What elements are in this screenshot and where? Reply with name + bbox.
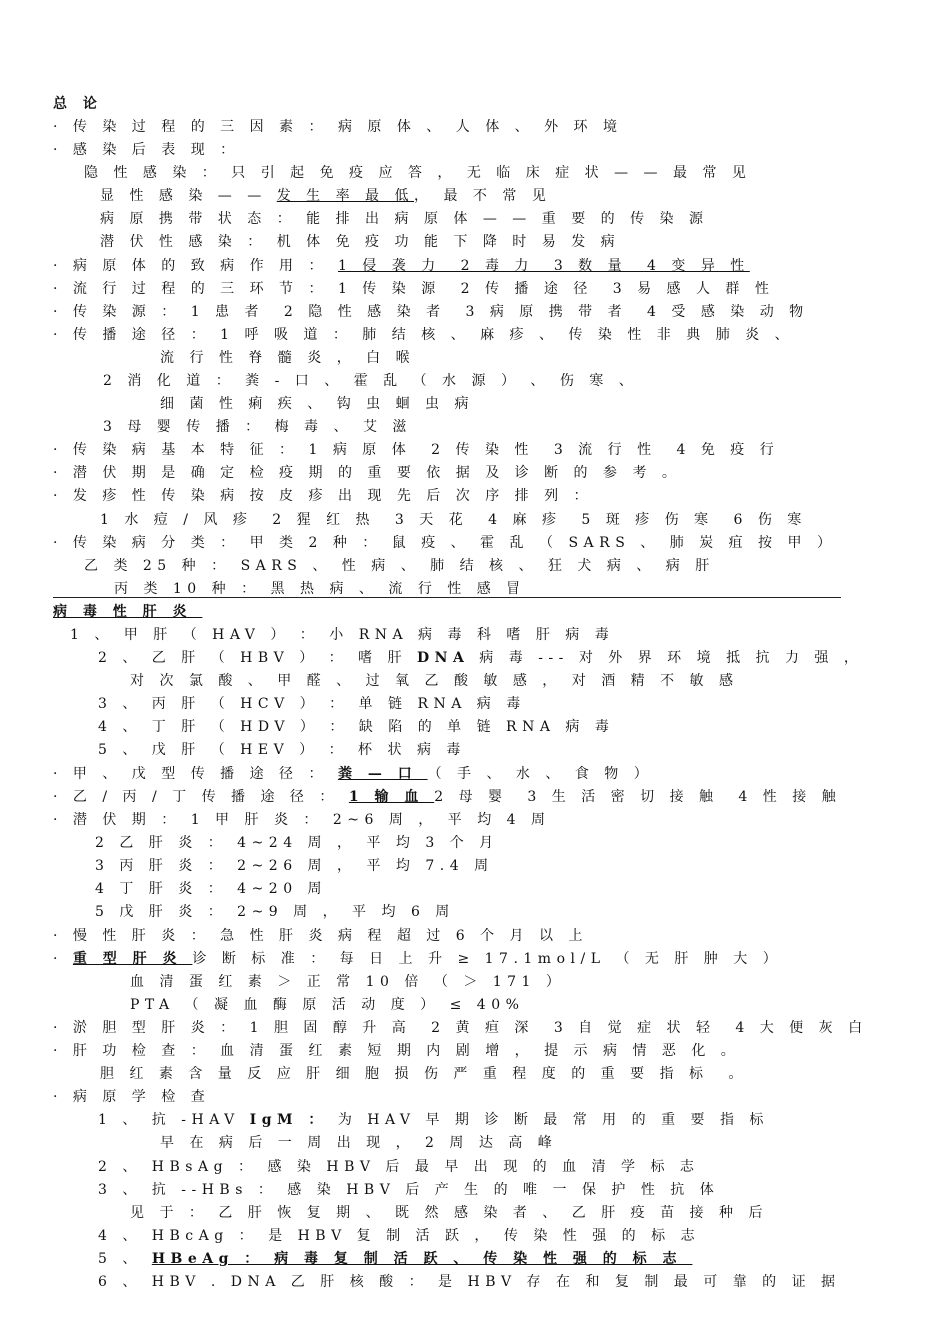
text-line [53,1041,740,1061]
text-segment: · 传 染 源 ： 1 患 者 2 隐 性 感 染 者 3 病 原 携 带 者 4 受 感 染 动 物 [53,304,809,320]
text-segment: 3 、 抗 --HBs ： 感 染 HBV 后 产 生 的 唯 一 保 护 性 抗 体 [98,1182,720,1198]
text-line [98,1157,699,1177]
text-segment: 3 丙 肝 炎 ： 2~26 周 ， 平 均 7.4 周 [95,858,494,874]
text-line [98,1110,769,1130]
text-segment: 流 行 性 脊 髓 炎 ， 白 喉 [160,350,416,366]
text-segment: 1 、 抗 -HAV [98,1112,250,1128]
text-segment: 粪 — 口 [337,766,428,782]
text-segment: PTA （ 凝 血 酶 原 活 动 度 ） ≤ 40% [130,997,525,1013]
text-segment: （ 手 、 水 、 食 物 ） [427,766,654,782]
text-segment: 乙 类 25 种 ： SARS 、 性 病 、 肺 结 核 、 狂 犬 病 、 病 肝 [84,558,715,574]
text-line [53,533,836,553]
text-segment: 丙 类 10 种 ： 黑 热 病 、 流 行 性 感 冒 [114,581,526,597]
text-segment: 诊 断 标 准 ： 每 日 上 升 ≥ 17.1mol/L （ 无 肝 肿 大 ） [192,951,783,967]
text-line [53,440,779,460]
text-line [53,810,551,830]
text-segment: DNA [417,650,470,666]
text-segment: · 感 染 后 表 现 ： [53,142,240,158]
text-segment: · 肝 功 检 查 ： 血 清 蛋 红 素 短 期 内 剧 增 ， 提 示 病 情 恶 化 。 [53,1043,741,1059]
text-segment: · 淤 胆 型 肝 炎 ： 1 胆 固 醇 升 高 2 黄 疸 深 3 自 觉 症 状 轻 4 大 便 灰 白 [53,1020,868,1036]
text-segment: 胆 红 素 含 量 反 应 肝 细 胞 损 伤 严 重 程 度 的 重 要 指 标 。 [100,1066,748,1082]
text-segment: · 传 染 病 基 本 特 征 ： 1 病 原 体 2 传 染 性 3 流 行 性 4 免 疫 行 [53,442,780,458]
text-segment: 1 侵 袭 力 2 毒 力 3 数 量 4 变 异 性 [337,258,750,274]
text-line [53,949,782,969]
text-segment: IgM ： [249,1112,328,1128]
text-line [53,787,841,807]
text-line [53,1018,868,1038]
text-line [98,1272,841,1292]
text-line [100,232,620,252]
text-segment: 2 、 乙 肝 （ HBV ） ： 嗜 肝 [98,650,418,666]
text-line [53,764,653,784]
text-segment: 发 生 率 最 低 [276,188,415,204]
text-segment: · 潜 伏 期 ： 1 甲 肝 炎 ： 2~6 周 ， 平 均 4 周 [53,812,551,828]
text-line [95,902,455,922]
text-segment: · 慢 性 肝 炎 ： 急 性 肝 炎 病 程 超 过 6 个 月 以 上 [53,928,588,944]
text-segment: 1 水 痘 / 风 疹 2 猩 红 热 3 天 花 4 麻 疹 5 斑 疹 伤 寒 6 伤 寒 [100,512,807,528]
text-segment: 血 清 蛋 红 素 ＞ 正 常 10 倍 （ ＞ 171 ） [130,974,566,990]
text-line [84,556,715,576]
text-segment: 病 毒 --- 对 外 界 环 境 抵 抗 力 强 ， [469,650,864,666]
text-segment: HBeAg ： 病 毒 复 制 活 跃 、 传 染 性 强 的 标 志 [151,1251,693,1267]
text-line [98,740,466,760]
text-segment: · 乙 / 丙 / 丁 传 播 途 径 ： [53,789,349,805]
text-line [53,256,750,276]
text-line [53,463,681,483]
text-segment: 总 论 [53,96,103,112]
text-line [98,717,614,737]
text-segment: 4 、 丁 肝 （ HDV ） ： 缺 陷 的 单 链 RNA 病 毒 [98,719,615,735]
text-line [53,602,202,622]
text-line [100,1064,748,1084]
text-segment: 细 菌 性 痢 疾 、 钩 虫 蛔 虫 病 [160,396,475,412]
text-segment: 2 、 HBsAg ： 感 染 HBV 后 最 早 出 现 的 血 清 学 标 志 [98,1159,700,1175]
text-line [53,926,588,946]
text-segment: 4 、 HBcAg ： 是 HBV 复 制 活 跃 ， 传 染 性 强 的 标 志 [98,1228,701,1244]
text-segment: · 病 原 学 检 查 [53,1089,211,1105]
text-line [130,972,565,992]
text-line [100,186,551,206]
text-segment: 为 HAV 早 期 诊 断 最 常 用 的 重 要 指 标 [327,1112,769,1128]
text-line [84,163,751,183]
text-line [53,117,623,137]
text-segment: 病 原 携 带 状 态 ： 能 排 出 病 原 体 — — 重 要 的 传 染 源 [100,211,709,227]
text-line [98,648,863,668]
text-segment: · 甲 、 戊 型 传 播 途 径 ： [53,766,338,782]
text-segment: 3 母 婴 传 播 ： 梅 毒 、 艾 滋 [103,419,412,435]
text-segment: 2 消 化 道 ： 粪 - 口 、 霍 乱 （ 水 源 ） 、 伤 寒 、 [103,373,639,389]
text-segment: 6 、 HBV . DNA 乙 肝 核 酸 ： 是 HBV 存 在 和 复 制 最 可 靠 的 证 据 [98,1274,841,1290]
text-segment: 5 戊 肝 炎 ： 2~9 周 ， 平 均 6 周 [95,904,455,920]
text-line [53,486,593,506]
text-segment: · 流 行 过 程 的 三 环 节 ： 1 传 染 源 2 传 播 途 径 3 易 感 人 群 性 [53,281,775,297]
text-segment: · 传 染 病 分 类 ： 甲 类 2 种 ： 鼠 疫 、 霍 乱 （ SARS 、 肺 炭 疽 按 甲 ） [53,535,837,551]
text-segment: 5 、 戊 肝 （ HEV ） ： 杯 状 病 毒 [98,742,466,758]
text-segment: 见 于 ： 乙 肝 恢 复 期 、 既 然 感 染 者 、 乙 肝 疫 苗 接 种 后 [130,1205,768,1221]
text-segment: 显 性 感 染 — — [100,188,277,204]
text-line [130,995,524,1015]
text-segment: ， 最 不 常 见 [414,188,552,204]
text-line [103,371,638,391]
text-line [53,140,240,160]
text-segment: · 发 疹 性 传 染 病 按 皮 疹 出 现 先 后 次 序 排 列 ： [53,488,594,504]
text-segment: · 传 染 过 程 的 三 因 素 ： 病 原 体 、 人 体 、 外 环 境 [53,119,623,135]
text-line [53,94,102,114]
text-line [53,279,774,299]
text-segment: · 潜 伏 期 是 确 定 检 疫 期 的 重 要 依 据 及 诊 断 的 参 考 。 [53,465,682,481]
text-line [160,348,415,368]
text-line [70,625,614,645]
text-line [103,417,412,437]
text-segment: 5 、 [98,1251,152,1267]
text-segment: · 传 播 途 径 ： 1 呼 吸 道 ： 肺 结 核 、 麻 疹 、 传 染 性 非 典 肺 炎 、 [53,327,795,343]
text-segment: 2 乙 肝 炎 ： 4~24 周 ， 平 均 3 个 月 [95,835,499,851]
text-line [130,671,739,691]
text-segment: 早 在 病 后 一 周 出 现 ， 2 周 达 高 峰 [160,1135,558,1151]
text-line [160,1133,557,1153]
text-segment: 4 丁 肝 炎 ： 4~20 周 [95,881,328,897]
text-segment: 1 输 血 [348,789,435,805]
text-line [53,325,794,345]
text-segment: 病 毒 性 肝 炎 [53,604,203,620]
text-segment: 对 次 氯 酸 、 甲 醛 、 过 氧 乙 酸 敏 感 ， 对 酒 精 不 敏 感 [130,673,739,689]
text-line [100,510,807,530]
text-line [95,833,499,853]
text-line [98,1226,700,1246]
text-segment: 重 型 肝 炎 [72,951,193,967]
text-segment: 潜 伏 性 感 染 ： 机 体 免 疫 功 能 下 降 时 易 发 病 [100,234,621,250]
text-segment: · 病 原 体 的 致 病 作 用 ： [53,258,338,274]
text-line [53,302,809,322]
text-line [98,1180,719,1200]
text-line [98,694,526,714]
text-line [100,209,709,229]
text-line [53,1087,210,1107]
text-line [95,879,327,899]
text-line [95,856,494,876]
text-segment: 1 、 甲 肝 （ HAV ） ： 小 RNA 病 毒 科 嗜 肝 病 毒 [70,627,615,643]
text-line [130,1203,768,1223]
text-line [98,1249,692,1269]
text-line [160,394,474,414]
text-segment: · [53,951,73,967]
text-segment: 2 母 婴 3 生 活 密 切 接 触 4 性 接 触 [434,789,842,805]
text-segment: 3 、 丙 肝 （ HCV ） ： 单 链 RNA 病 毒 [98,696,526,712]
text-segment: 隐 性 感 染 ： 只 引 起 免 疫 应 答 ， 无 临 床 症 状 — — 最 常 见 [84,165,752,181]
text-line [114,579,526,599]
